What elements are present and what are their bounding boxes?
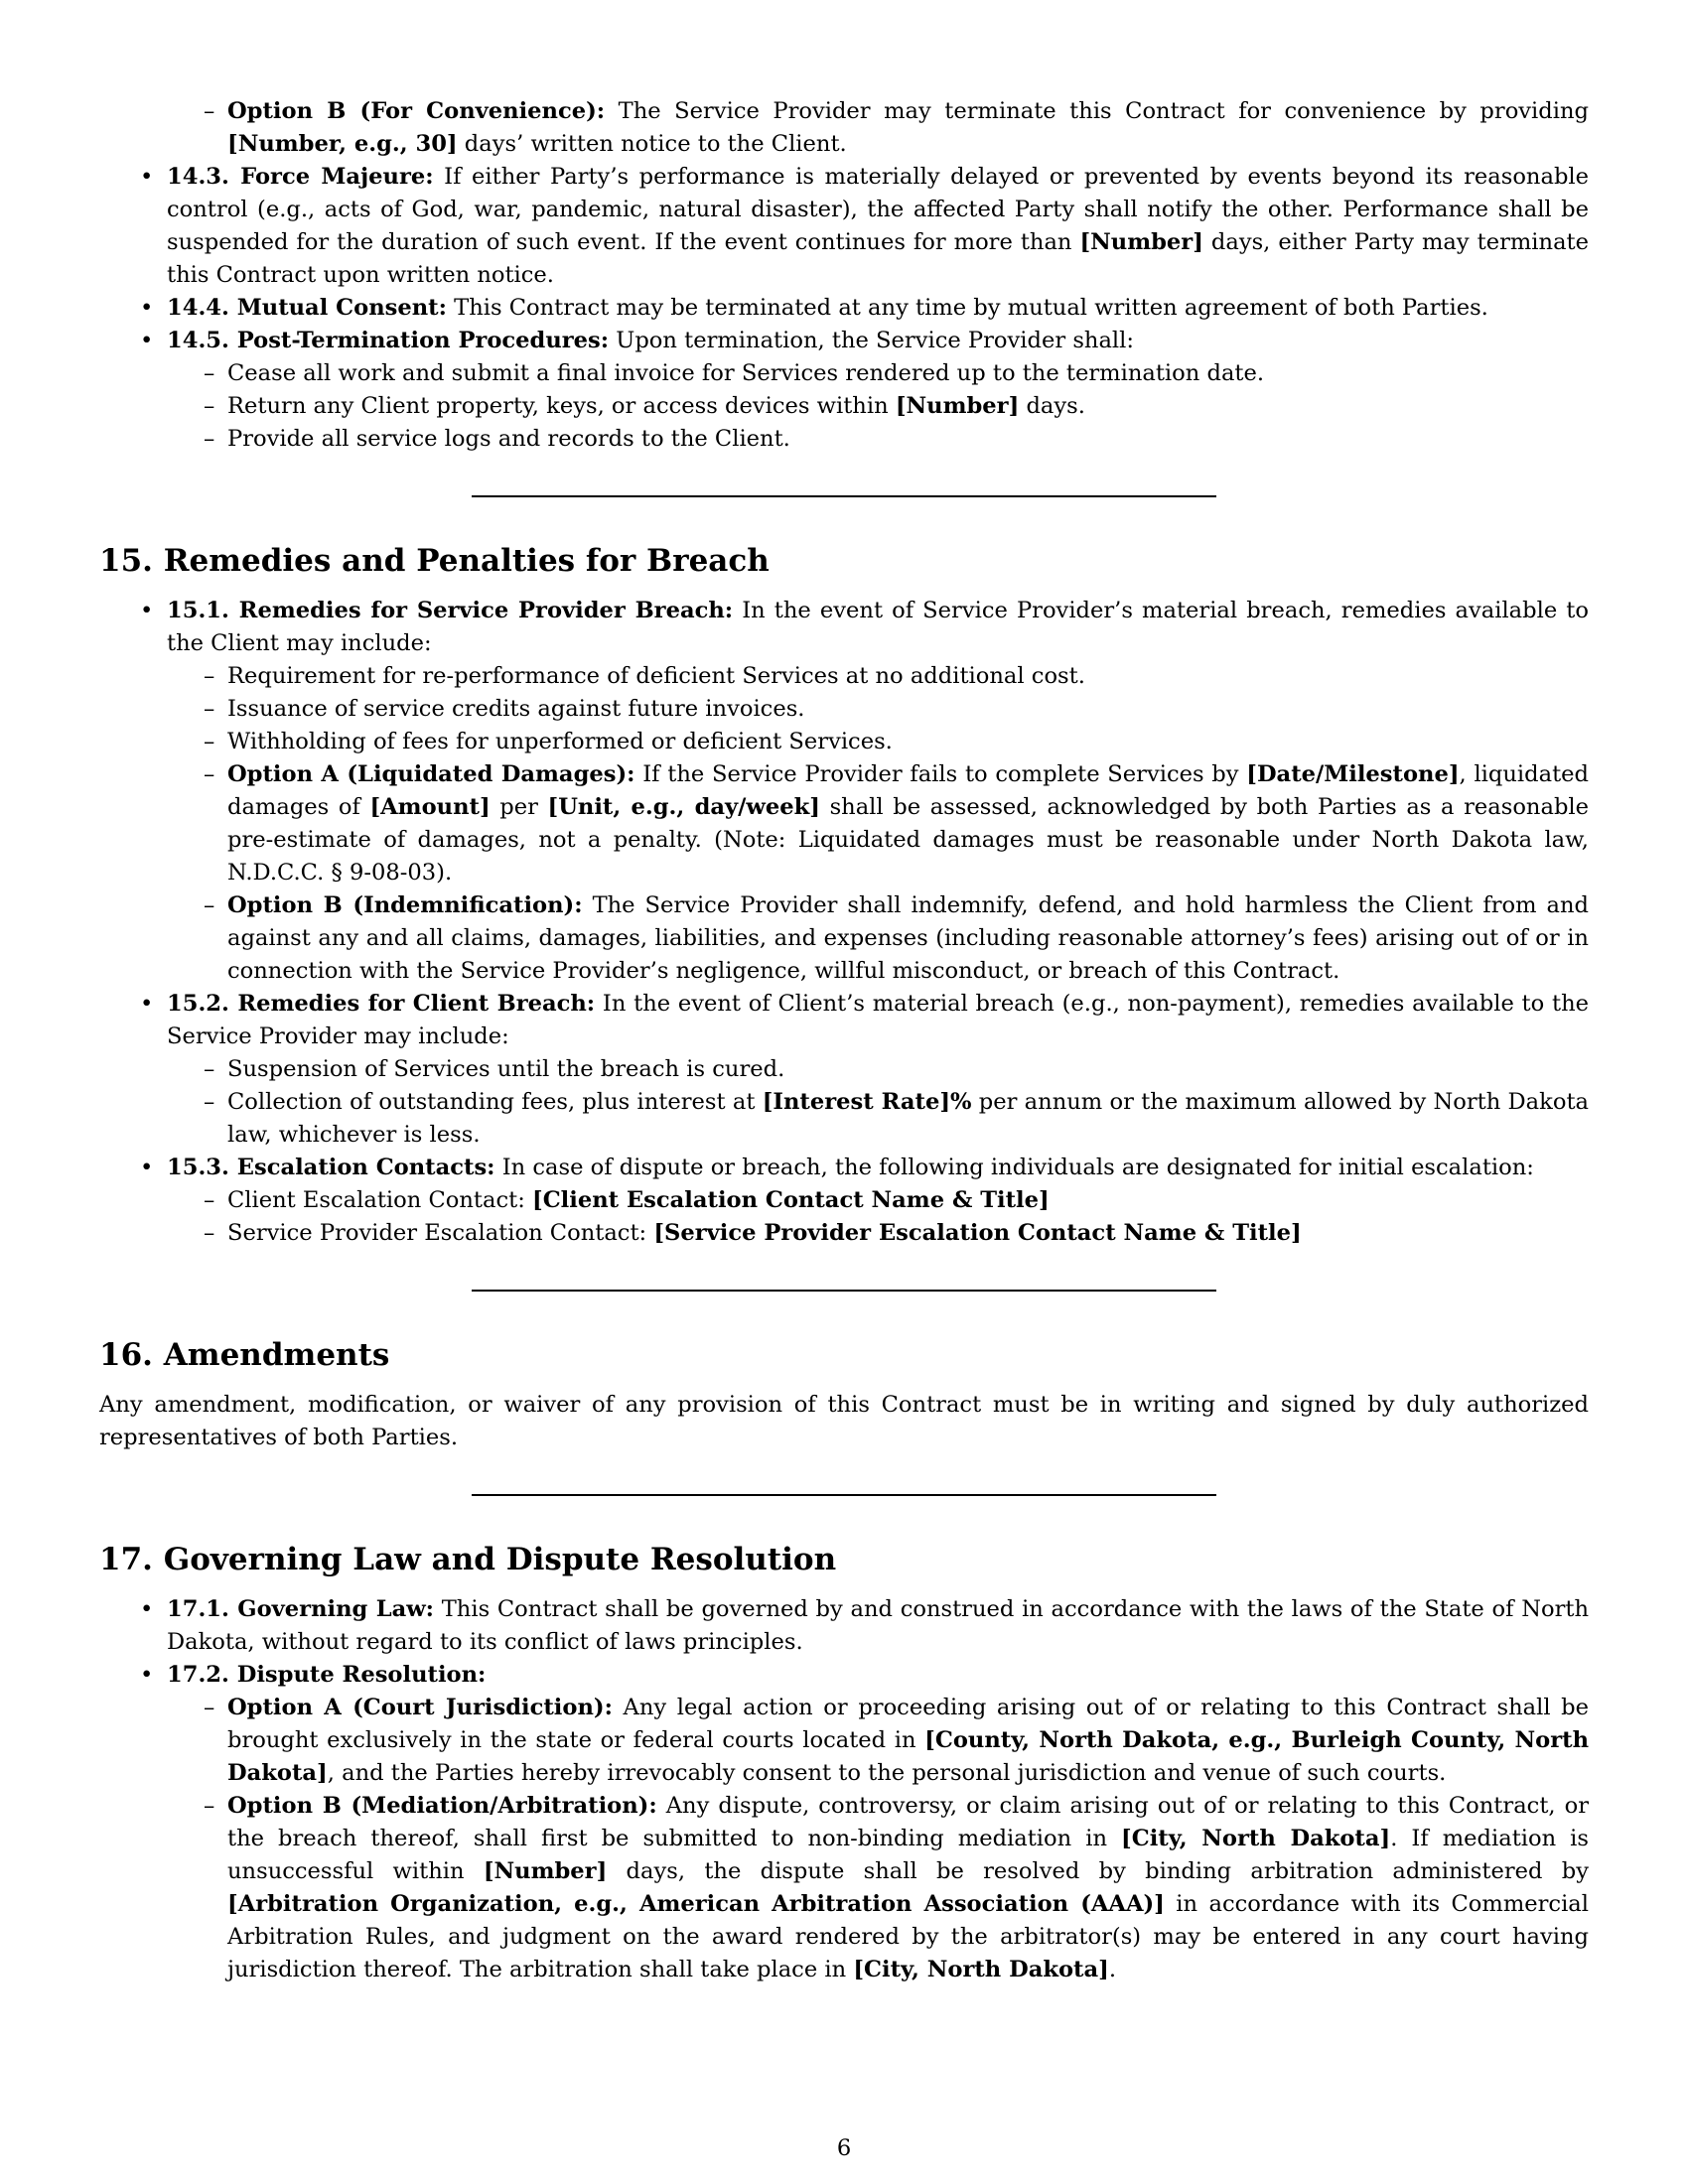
provider-breach-remedies-list	[167, 660, 1589, 988]
list-item: – Collection of outstanding fees, plus interest at [Interest Rate]% per annum or the maximum allowed by North Dakota law, whichever is less.	[167, 1086, 1589, 1152]
clause-17-1: • 17.1. Governing Law: This Contract shall be governed by and construed in accordance with the laws of the State of North Dakota, without regard to its conflict of laws principles.	[99, 1593, 1589, 1659]
clause-14-4-mutual-consent: • 14.4. Mutual Consent: This Contract may be terminated at any time by mutual written agreement of both Parties.	[99, 292, 1589, 325]
clause-14-3-force-majeure: • 14.3. Force Majeure: If either Party’s performance is materially delayed or prevented by events beyond its reasonable control (e.g., acts of God, war, pandemic, natural disaster), the affected Party shall notify the other. Performance shall be suspended for the duration of such event. If the event continues for more than [Number] days, either Party may terminate this Contract upon written notice.	[99, 161, 1589, 292]
post-termination-list	[167, 357, 1589, 456]
section-17-list	[99, 1593, 1589, 1986]
list-item: – Return any Client property, keys, or access devices within [Number] days.	[167, 390, 1589, 423]
section-15-heading: 15. Remedies and Penalties for Breach	[99, 543, 770, 579]
list-item: – Cease all work and submit a final invoice for Services rendered up to the termination date.	[167, 357, 1589, 390]
list-item: – Withholding of fees for unperformed or deficient Services.	[167, 726, 1589, 758]
dispute-resolution-options-list	[167, 1692, 1589, 1986]
section-divider	[472, 495, 1216, 497]
section-16-heading: 16. Amendments	[99, 1337, 390, 1373]
option-a-liquidated-damages: – Option A (Liquidated Damages): If the Service Provider fails to complete Services by [Date/Milestone], liquidated damages of [Amount] per [Unit, e.g., day/week] shall be assessed, acknowledged by both Parties as a reasonable pre-estimate of damages, not a penalty. (Note: Liquidated damages must be reasonable under North Dakota law, N.D.C.C. § 9-08-03).	[167, 758, 1589, 889]
clause-15-3: • 15.3. Escalation Contacts: In case of dispute or breach, the following individuals are designated for initial escalation: – Client Escalation Contact: [Client Escalation Contact Name & Title] – Service Provider Escalation Contact: [Service Provider Escalation Contact Name & Title]	[99, 1152, 1589, 1250]
option-b-convenience: – Option B (For Convenience): The Service Provider may terminate this Contract for convenience by providing [Number, e.g., 30] days’ written notice to the Client.	[167, 95, 1589, 161]
list-item: – Client Escalation Contact: [Client Escalation Contact Name & Title]	[167, 1184, 1589, 1217]
list-item: – Service Provider Escalation Contact: [Service Provider Escalation Contact Name & Title]	[167, 1217, 1589, 1250]
client-breach-remedies-list	[167, 1053, 1589, 1152]
option-b-indemnification: – Option B (Indemnification): The Service Provider shall indemnify, defend, and hold harmless the Client from and against any and all claims, damages, liabilities, and expenses (including reasonable attorney’s fees) arising out of or in connection with the Service Provider’s negligence, willful misconduct, or breach of this Contract.	[167, 889, 1589, 988]
clause-17-2: • 17.2. Dispute Resolution: – Option A (Court Jurisdiction): Any legal action or proceeding arising out of or relating to this Contract shall be brought exclusively in the state or federal courts located in [County, North Dakota, e.g., Burleigh County, North Dakota], and the Parties hereby irrevocably consent to the personal jurisdiction and venue of such courts. – Option B (Mediation/Arbitration): Any dispute, controversy, or claim arising out of or relating to this Contract, or the breach thereof, shall first be submitted to non-binding mediation in [City, North Dakota]. If mediation is unsuccessful within [Number] days, the dispute shall be resolved by binding arbitration administered by [Arbitration Organization, e.g., American Arbitration Association (AAA)] in accordance with its Commercial Arbitration Rules, and judgment on the award rendered by the arbitrator(s) may be entered in any court having jurisdiction thereof. The arbitration shall take place in [City, North Dakota].	[99, 1659, 1589, 1986]
list-item: – Requirement for re-performance of deficient Services at no additional cost.	[167, 660, 1589, 693]
section-divider	[472, 1494, 1216, 1496]
list-item: – Suspension of Services until the breach is cured.	[167, 1053, 1589, 1086]
termination-options-list	[99, 95, 1589, 161]
section-divider	[472, 1290, 1216, 1292]
option-b-mediation-arbitration: – Option B (Mediation/Arbitration): Any dispute, controversy, or claim arising out of or relating to this Contract, or the breach thereof, shall first be submitted to non-binding mediation in [City, North Dakota]. If mediation is unsuccessful within [Number] days, the dispute shall be resolved by binding arbitration administered by [Arbitration Organization, e.g., American Arbitration Association (AAA)] in accordance with its Commercial Arbitration Rules, and judgment on the award rendered by the arbitrator(s) may be entered in any court having jurisdiction thereof. The arbitration shall take place in [City, North Dakota].	[167, 1790, 1589, 1986]
option-a-court-jurisdiction: – Option A (Court Jurisdiction): Any legal action or proceeding arising out of or relating to this Contract shall be brought exclusively in the state or federal courts located in [County, North Dakota, e.g., Burleigh County, North Dakota], and the Parties hereby irrevocably consent to the personal jurisdiction and venue of such courts.	[167, 1692, 1589, 1790]
clause-14-5-post-termination: • 14.5. Post-Termination Procedures: Upon termination, the Service Provider shall: – Cease all work and submit a final invoice for Services rendered up to the termination date. – Return any Client property, keys, or access devices within [Number] days. – Provide all service logs and records to the Client.	[99, 325, 1589, 456]
section-17-heading: 17. Governing Law and Dispute Resolution	[99, 1542, 837, 1577]
section-16-body: Any amendment, modification, or waiver of any provision of this Contract must be in writing and signed by duly authorized representatives of both Parties.	[99, 1392, 1589, 1450]
page-number: 6	[836, 2135, 852, 2161]
document-page	[99, 95, 1589, 1986]
clause-15-2: • 15.2. Remedies for Client Breach: In the event of Client’s material breach (e.g., non-payment), remedies available to the Service Provider may include: – Suspension of Services until the breach is cured. – Collection of outstanding fees, plus interest at [Interest Rate]% per annum or the maximum allowed by North Dakota law, whichever is less.	[99, 988, 1589, 1152]
list-item: – Provide all service logs and records to the Client.	[167, 423, 1589, 456]
clause-15-1: • 15.1. Remedies for Service Provider Breach: In the event of Service Provider’s material breach, remedies available to the Client may include: – Requirement for re-performance of deficient Services at no additional cost. – Issuance of service credits against future invoices. – Withholding of fees for unperformed or deficient Services. – Option A (Liquidated Damages): If the Service Provider fails to complete Services by [Date/Milestone], liquidated damages of [Amount] per [Unit, e.g., day/week] shall be assessed, acknowledged by both Parties as a reasonable pre-estimate of damages, not a penalty. (Note: Liquidated damages must be reasonable under North Dakota law, N.D.C.C. § 9-08-03). – Option B (Indemnification): The Service Provider shall indemnify, defend, and hold harmless the Client from and against any and all claims, damages, liabilities, and expenses (including reasonable attorney’s fees) arising out of or in connection with the Service Provider’s negligence, willful misconduct, or breach of this Contract.	[99, 595, 1589, 988]
list-item: – Issuance of service credits against future invoices.	[167, 693, 1589, 726]
escalation-contacts-list	[167, 1184, 1589, 1250]
section-15-list	[99, 595, 1589, 1250]
section-14-list	[99, 161, 1589, 456]
